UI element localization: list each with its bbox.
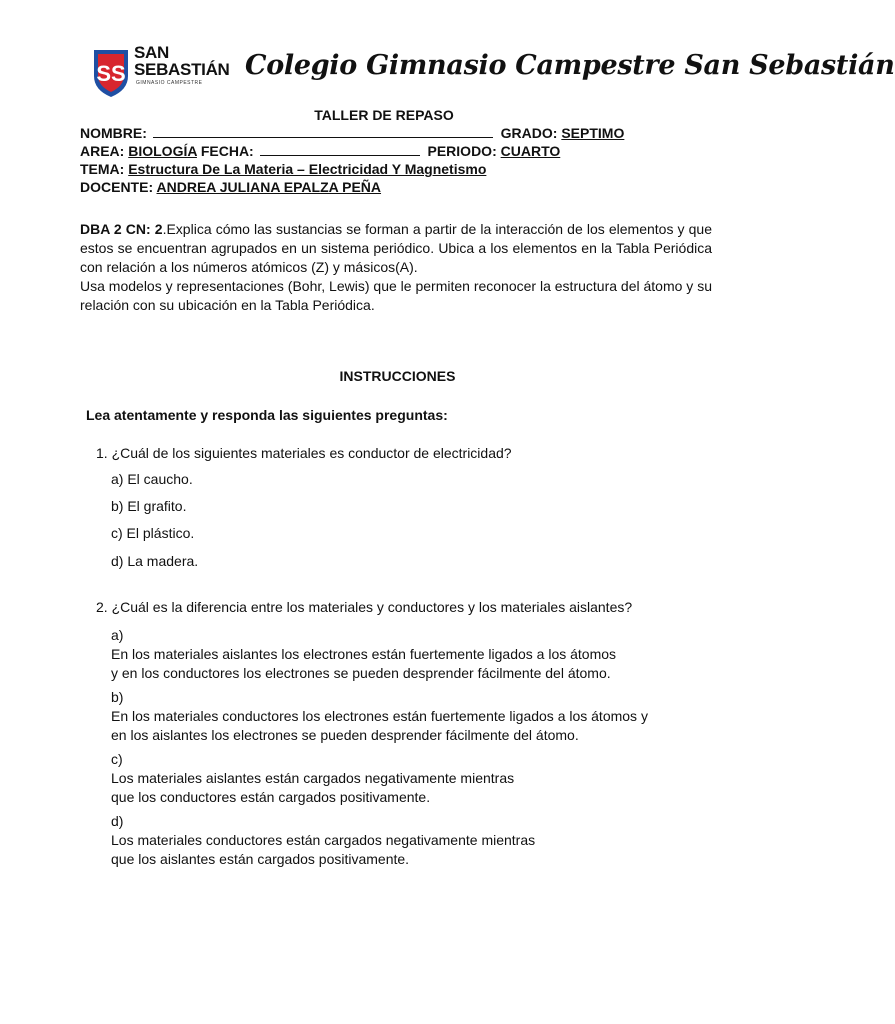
dba-paragraph-2: Usa modelos y representaciones (Bohr, Lewis) que le permiten reconocer la estructura del átomo y su relación con su ubicación en la Tabla Periódica. <box>80 278 712 313</box>
question-1: 1. ¿Cuál de los siguientes materiales es conductor de electricidad? <box>96 445 512 461</box>
q2-option-a-letter: a) <box>111 627 124 643</box>
q2-option-d-line-1: Los materiales conductores están cargados negativamente mientras <box>111 832 536 848</box>
nombre-field[interactable] <box>153 124 493 138</box>
dba-paragraph-1 <box>80 220 712 277</box>
document-header <box>92 42 895 100</box>
grado-label: GRADO: <box>500 125 558 141</box>
row-docente <box>80 178 720 196</box>
q2-option-c-letter: c) <box>111 751 123 767</box>
q1-option-d[interactable]: d) La madera. <box>111 553 199 569</box>
instructions-heading: INSTRUCCIONES <box>339 368 456 384</box>
q2-option-c-line-1: Los materiales aislantes están cargados negativamente mientras <box>111 770 515 786</box>
q1-option-b[interactable]: b) El grafito. <box>111 498 187 514</box>
fecha-field[interactable] <box>260 142 420 156</box>
docente-value: ANDREA JULIANA EPALZA PEÑA <box>156 179 382 195</box>
logo-line-2: SEBASTIÁN <box>134 60 230 79</box>
q2-option-a[interactable] <box>111 626 711 683</box>
q2-option-a-line-1: En los materiales aislantes los electrones están fuertemente ligados a los átomos <box>111 646 617 662</box>
logo-line-1: SAN <box>134 43 169 62</box>
school-name: Colegio Gimnasio Campestre San Sebastián <box>245 50 895 81</box>
docente-label: DOCENTE: <box>80 179 154 195</box>
q2-option-b-line-2: en los aislantes los electrones se pueden desprender fácilmente del átomo. <box>111 727 579 743</box>
dba-label: DBA 2 CN: 2 <box>80 221 163 237</box>
q2-option-d-line-2: que los aislantes están cargados positivamente. <box>111 851 410 867</box>
q2-option-d-letter: d) <box>111 813 124 829</box>
dba-section <box>80 220 712 315</box>
row-area <box>80 142 720 160</box>
tema-label: TEMA: <box>80 161 125 177</box>
dba-text-1: .Explica cómo las sustancias se forman a partir de la interacción de los elementos y que estos se encuentran agrupados en un sistema periódico. Ubica a los elementos en la Tabla Periódica con relación a los números atómicos (Z) y másicos(A). <box>80 221 713 275</box>
q2-option-c[interactable] <box>111 750 711 807</box>
periodo-value: CUARTO <box>500 143 561 159</box>
instructions-lead: Lea atentamente y responda las siguientes preguntas: <box>86 407 448 423</box>
row-tema <box>80 160 720 178</box>
q2-option-a-line-2: y en los conductores los electrones se pueden desprender fácilmente del átomo. <box>111 665 611 681</box>
question-2: 2. ¿Cuál es la diferencia entre los materiales y conductores y los materiales aislantes? <box>96 599 633 615</box>
tema-value: Estructura De La Materia – Electricidad Y Magnetismo <box>128 161 487 177</box>
area-value: BIOLOGÍA <box>128 143 197 159</box>
nombre-label: NOMBRE: <box>80 125 147 141</box>
q2-option-b-letter: b) <box>111 689 124 705</box>
row-nombre <box>80 124 720 142</box>
logo-monogram: SS <box>96 61 126 86</box>
q1-option-a[interactable]: a) El caucho. <box>111 471 193 487</box>
worksheet-title: TALLER DE REPASO <box>314 107 454 123</box>
fecha-label: FECHA: <box>200 143 254 159</box>
q2-option-b-line-1: En los materiales conductores los electrones están fuertemente ligados a los átomos y <box>111 708 648 724</box>
student-info <box>80 124 720 196</box>
q1-option-c[interactable]: c) El plástico. <box>111 525 195 541</box>
logo-subtitle: GIMNASIO CAMPESTRE <box>136 80 203 86</box>
logo-wordmark <box>134 44 230 78</box>
grado-value: SEPTIMO <box>561 125 625 141</box>
q2-option-c-line-2: que los conductores están cargados positivamente. <box>111 789 431 805</box>
q2-option-b[interactable] <box>111 688 711 745</box>
periodo-label: PERIODO: <box>427 143 497 159</box>
q2-option-d[interactable] <box>111 812 711 869</box>
area-label: AREA: <box>80 143 125 159</box>
